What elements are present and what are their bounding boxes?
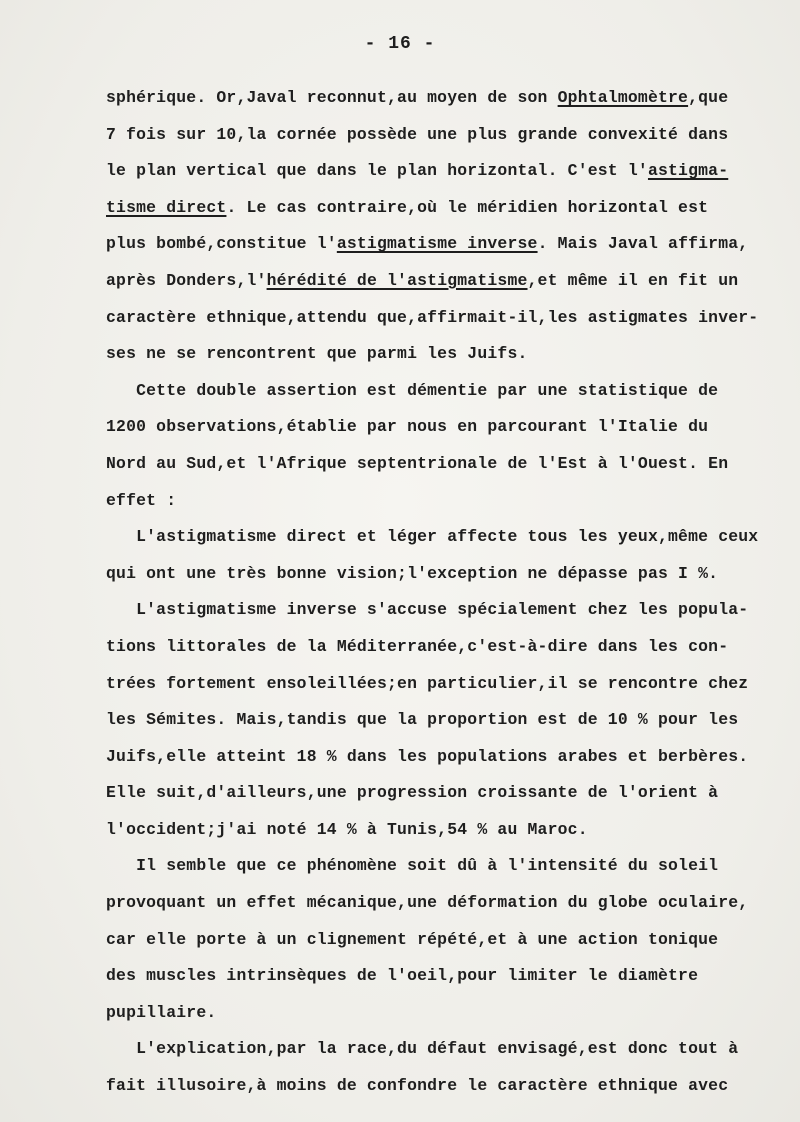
text-line <box>106 885 796 922</box>
text-line <box>106 995 796 1032</box>
text-line <box>106 812 796 849</box>
text-line <box>106 300 796 337</box>
text-line <box>106 226 796 263</box>
text-segment: 7 fois sur 10,la cornée possède une plus grande convexité dans <box>106 124 729 144</box>
text-segment: le plan vertical que dans le plan horizontal. C'est l' <box>106 161 648 181</box>
text-line <box>106 190 796 227</box>
text-line <box>106 409 796 446</box>
text-segment: après Donders,l' <box>106 270 267 290</box>
text-line <box>106 483 796 520</box>
text-segment: Juifs,elle atteint 18 % dans les populations arabes et berbères. <box>106 746 749 766</box>
text-segment: . Le cas contraire,où le méridien horizontal est <box>226 197 709 217</box>
text-segment: caractère ethnique,attendu que,affirmait-il,les astigmates inver- <box>106 307 759 327</box>
text-line <box>106 80 796 117</box>
text-segment: L'astigmatisme direct et léger affecte tous les yeux,même ceux <box>106 527 759 547</box>
text-segment: 1200 observations,établie par nous en parcourant l'Italie du <box>106 417 709 437</box>
text-segment: L'explication,par la race,du défaut envisagé,est donc tout à <box>106 1039 739 1059</box>
underlined-term: astigmatisme inverse <box>336 234 538 254</box>
text-segment: tions littorales de la Méditerranée,c'est-à-dire dans les con- <box>106 636 729 656</box>
text-segment: qui ont une très bonne vision;l'exception ne dépasse pas I %. <box>106 563 719 583</box>
text-segment: provoquant un effet mécanique,une déformation du globe oculaire, <box>106 893 749 913</box>
text-line <box>106 1031 796 1068</box>
text-segment: l'occident;j'ai noté 14 % à Tunis,54 % au Maroc. <box>106 819 588 839</box>
underlined-term: hérédité de l'astigmatisme <box>266 270 528 290</box>
text-segment: Cette double assertion est démentie par une statistique de <box>106 380 719 400</box>
text-line <box>106 519 796 556</box>
text-line <box>106 1068 796 1105</box>
text-segment: ,et même il en fit un <box>527 270 739 290</box>
text-line <box>106 153 796 190</box>
text-line <box>106 702 796 739</box>
underlined-term: astigma- <box>647 161 729 181</box>
text-segment: des muscles intrinsèques de l'oeil,pour limiter le diamètre <box>106 966 699 986</box>
underlined-term: Ophtalmomètre <box>557 88 689 107</box>
text-line <box>106 848 796 885</box>
text-line <box>106 373 796 410</box>
text-line <box>106 592 796 629</box>
text-line <box>106 336 796 373</box>
text-line <box>106 263 796 300</box>
text-line <box>106 666 796 703</box>
underlined-term: tisme direct <box>106 197 227 217</box>
text-segment: . Mais Javal affirma, <box>537 234 749 254</box>
text-line <box>106 556 796 593</box>
text-segment: car elle porte à un clignement répété,et à une action tonique <box>106 929 719 949</box>
text-segment: les Sémites. Mais,tandis que la proportion est de 10 % pour les <box>106 710 739 730</box>
text-line <box>106 958 796 995</box>
text-segment: fait illusoire,à moins de confondre le caractère ethnique avec <box>106 1076 729 1096</box>
text-segment: sphérique. Or,Javal reconnut,au moyen de son <box>106 88 558 107</box>
text-segment: ses ne se rencontrent que parmi les Juifs. <box>106 344 528 364</box>
text-segment: Elle suit,d'ailleurs,une progression croissante de l'orient à <box>106 783 719 803</box>
text-segment: ,que <box>688 88 729 107</box>
text-line <box>106 922 796 959</box>
page-number: - 16 - <box>364 34 436 54</box>
text-line <box>106 775 796 812</box>
body-text <box>106 80 796 1105</box>
text-segment: trées fortement ensoleillées;en particulier,il se rencontre chez <box>106 673 749 693</box>
text-segment: plus bombé,constitue l' <box>106 234 337 254</box>
text-segment: Il semble que ce phénomène soit dû à l'intensité du soleil <box>106 856 719 876</box>
text-segment: effet : <box>106 490 177 510</box>
text-segment: L'astigmatisme inverse s'accuse spécialement chez les popula- <box>106 600 749 620</box>
text-line <box>106 629 796 666</box>
text-segment: pupillaire. <box>106 1002 217 1022</box>
text-line <box>106 739 796 776</box>
text-line <box>106 117 796 154</box>
text-line <box>106 446 796 483</box>
text-segment: Nord au Sud,et l'Afrique septentrionale de l'Est à l'Ouest. En <box>106 453 729 473</box>
